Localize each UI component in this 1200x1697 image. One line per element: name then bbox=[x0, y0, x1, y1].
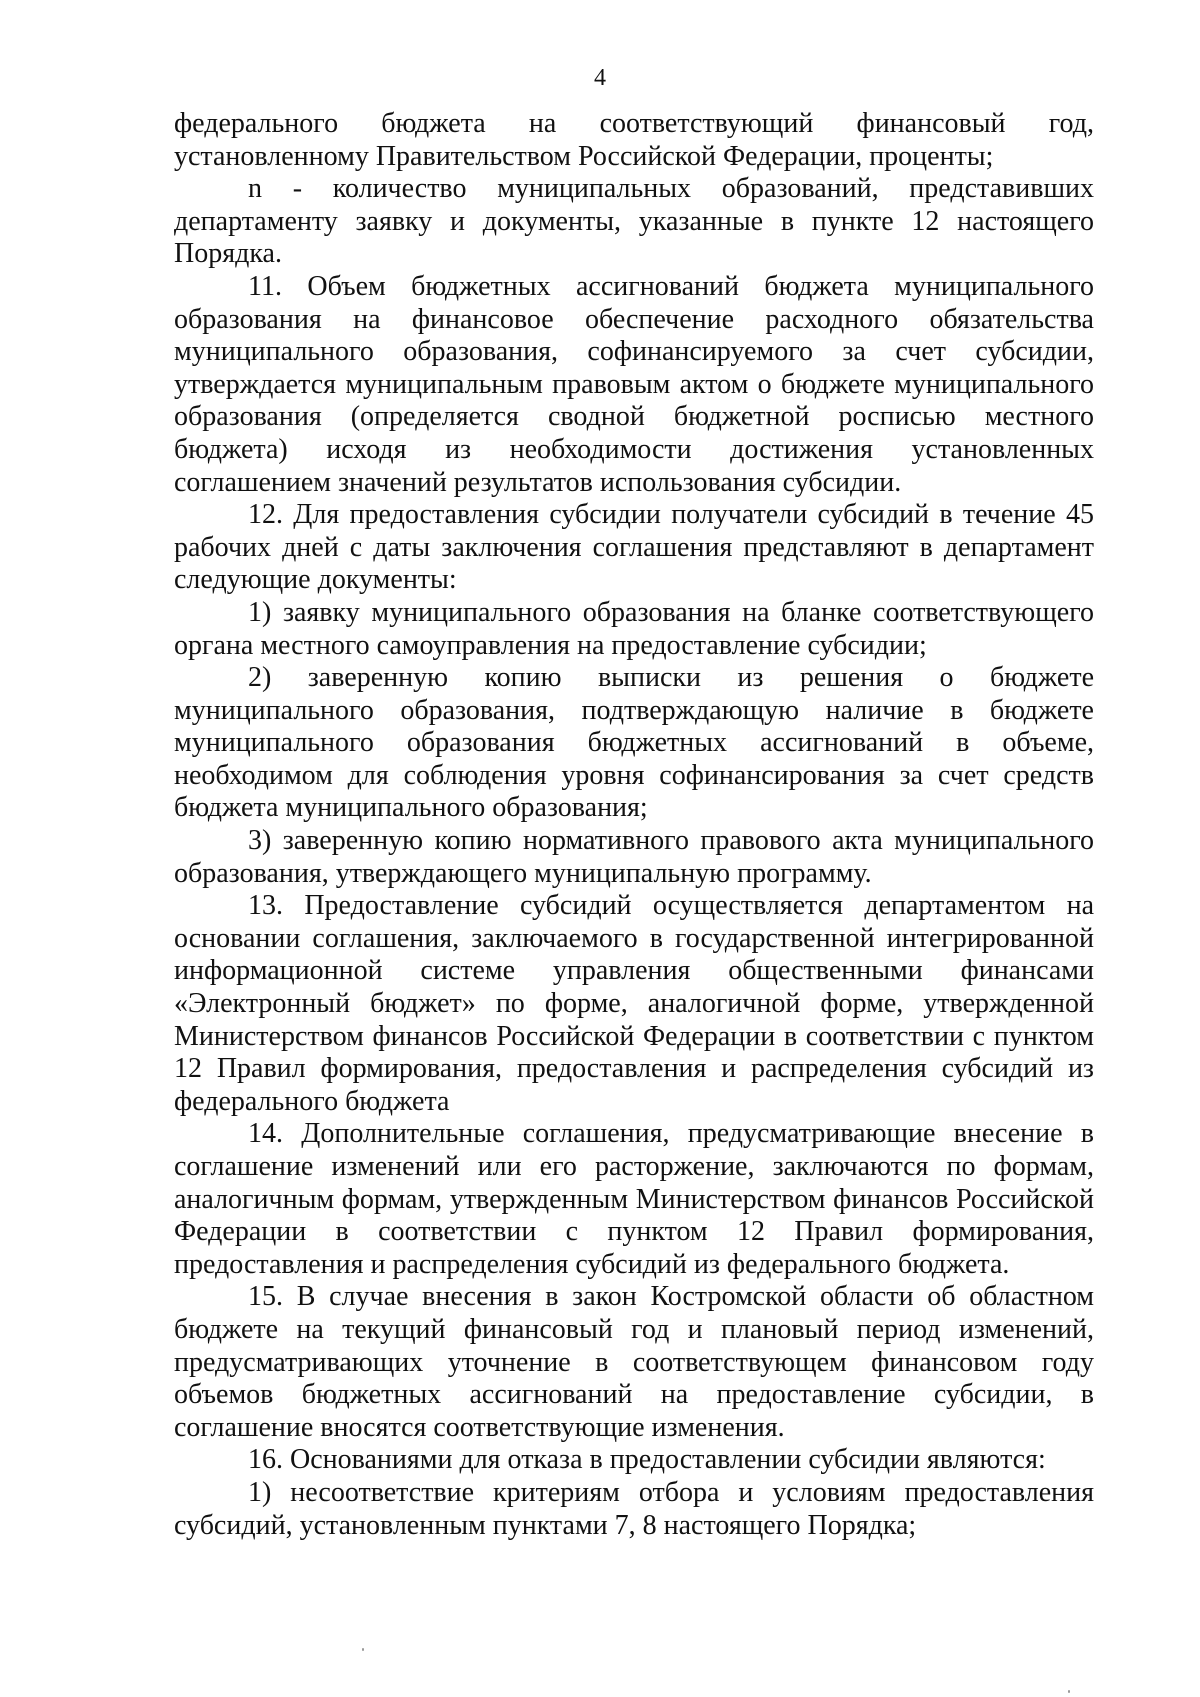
paragraph-12-item-3: 3) заверенную копию нормативного правового акта муниципального образования, утверждающего муниципальную программу. bbox=[174, 825, 1094, 889]
paragraph-n-definition: n - количество муниципальных образований, представивших департаменту заявку и документы, указанные в пункте 12 настоящего Порядка. bbox=[174, 173, 1094, 270]
page-number: 4 bbox=[594, 65, 606, 91]
paragraph-12: 12. Для предоставления субсидии получатели субсидий в течение 45 рабочих дней с даты заключения соглашения представляют в департамент следующие документы: bbox=[174, 499, 1094, 596]
paragraph-11: 11. Объем бюджетных ассигнований бюджета муниципального образования на финансовое обеспечение расходного обязательства муниципального образования, софинансируемого за счет субсидии, утверждается муниципальным правовым актом о бюджете муниципального образования (определяется сводной бюджетной росписью местного бюджета) исходя из необходимости достижения установленных соглашением значений результатов использования субсидии. bbox=[174, 270, 1094, 498]
scan-speck bbox=[362, 1648, 364, 1651]
paragraph-16: 16. Основаниями для отказа в предоставлении субсидии являются: bbox=[248, 1444, 1046, 1476]
paragraph-14: 14. Дополнительные соглашения, предусматривающие внесение в соглашение изменений или его расторжение, заключаются по формам, аналогичным формам, утвержденным Министерством финансов Российской Федерации в соответствии с пунктом 12 Правил формирования, предоставления и распределения субсидий из федерального бюджета. bbox=[174, 1118, 1094, 1280]
scan-speck bbox=[1068, 1690, 1070, 1693]
paragraph-12-item-1: 1) заявку муниципального образования на бланке соответствующего органа местного самоуправления на предоставление субсидии; bbox=[174, 596, 1094, 661]
paragraph-12-item-2: 2) заверенную копию выписки из решения о бюджете муниципального образования, подтверждающую наличие в бюджете муниципального образования бюджетных ассигнований в объеме, необходимом для соблюдения уровня софинансирования за счет средств бюджета муниципального образования; bbox=[174, 662, 1094, 824]
paragraph-continuation: федерального бюджета на соответствующий финансовый год, установленному Правительством Российской Федерации, проценты; bbox=[174, 108, 1094, 172]
paragraph-15: 15. В случае внесения в закон Костромской области об областном бюджете на текущий финансовый год и плановый период изменений, предусматривающих уточнение в соответствующем финансовом году объемов бюджетных ассигнований на предоставление субсидии, в соглашение вносятся соответствующие изменения. bbox=[174, 1281, 1094, 1443]
paragraph-13: 13. Предоставление субсидий осуществляется департаментом на основании соглашения, заключаемого в государственной интегрированной информационной системе управления общественными финансами «Электронный бюджет» по форме, аналогичной форме, утвержденной Министерством финансов Российской Федерации в соответствии с пунктом 12 Правил формирования, предоставления и распределения субсидий из федерального бюджета bbox=[174, 890, 1094, 1117]
paragraph-16-item-1: 1) несоответствие критериям отбора и условиям предоставления субсидий, установленным пунктами 7, 8 настоящего Порядка; bbox=[174, 1476, 1094, 1541]
document-body bbox=[174, 108, 1094, 1542]
